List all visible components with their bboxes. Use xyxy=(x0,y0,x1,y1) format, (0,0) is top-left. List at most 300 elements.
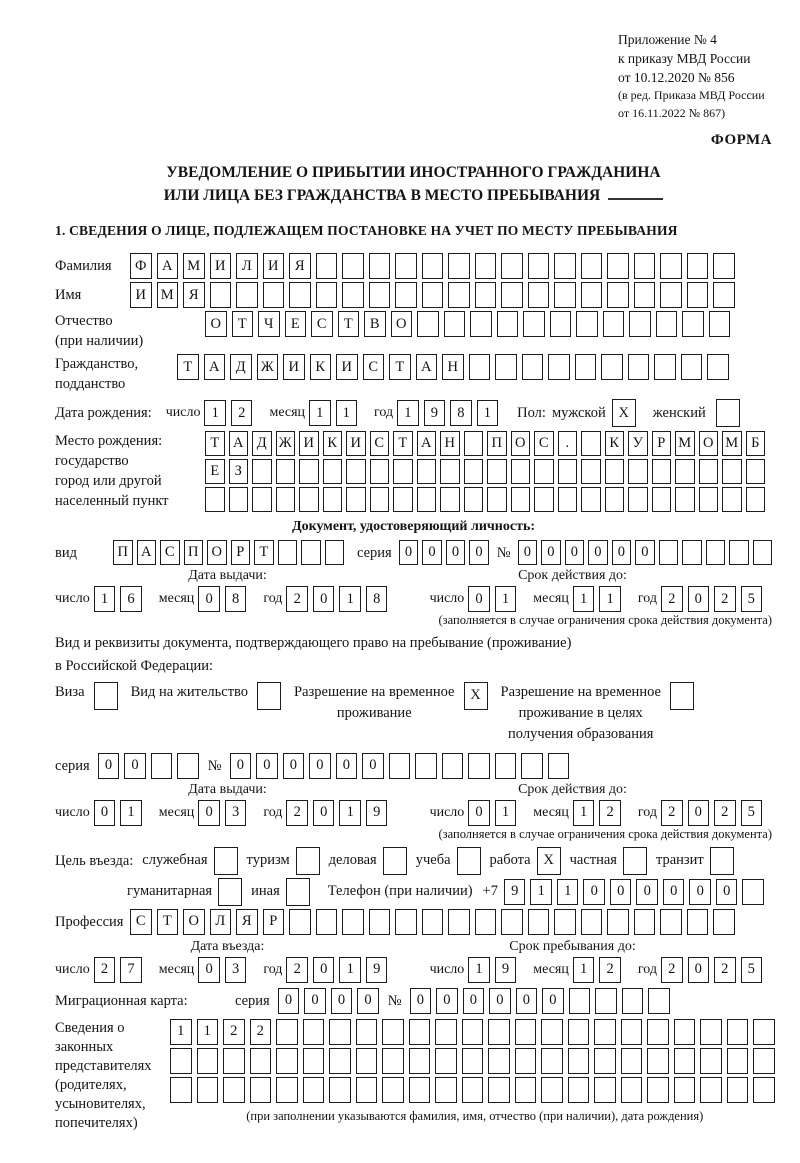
char-cell[interactable]: 1 xyxy=(339,957,361,983)
char-cell[interactable]: А xyxy=(416,354,438,380)
char-cell[interactable] xyxy=(417,487,437,512)
char-cell[interactable] xyxy=(497,311,519,337)
char-cell[interactable] xyxy=(462,1077,484,1103)
char-cell[interactable]: 2 xyxy=(714,586,736,612)
char-cell[interactable]: 1 xyxy=(573,800,595,826)
char-cell[interactable] xyxy=(370,459,390,484)
char-cell[interactable]: Б xyxy=(746,431,766,456)
char-cell[interactable] xyxy=(511,487,531,512)
char-cell[interactable]: 0 xyxy=(635,540,655,565)
char-cell[interactable]: О xyxy=(207,540,227,565)
char-cell[interactable] xyxy=(205,487,225,512)
char-cell[interactable] xyxy=(301,540,321,565)
char-cell[interactable]: 2 xyxy=(94,957,116,983)
char-cell[interactable] xyxy=(303,1048,325,1074)
char-cell[interactable] xyxy=(548,354,570,380)
char-cell[interactable]: Т xyxy=(389,354,411,380)
char-cell[interactable] xyxy=(501,282,523,308)
char-cell[interactable] xyxy=(660,282,682,308)
char-cell[interactable] xyxy=(389,753,411,779)
char-cell[interactable]: Т xyxy=(393,431,413,456)
char-cell[interactable]: 1 xyxy=(204,400,226,426)
char-cell[interactable]: 1 xyxy=(339,800,361,826)
char-cell[interactable] xyxy=(687,282,709,308)
char-cell[interactable]: Р xyxy=(263,909,285,935)
char-cell[interactable]: 2 xyxy=(286,957,308,983)
purpose-option-checkbox[interactable] xyxy=(623,847,647,875)
char-cell[interactable] xyxy=(648,988,670,1014)
char-cell[interactable] xyxy=(395,282,417,308)
char-cell[interactable] xyxy=(475,282,497,308)
char-cell[interactable] xyxy=(276,1019,298,1045)
char-cell[interactable]: 2 xyxy=(714,957,736,983)
char-cell[interactable] xyxy=(707,354,729,380)
char-cell[interactable] xyxy=(417,311,439,337)
char-cell[interactable] xyxy=(151,753,173,779)
char-cell[interactable]: Д xyxy=(252,431,272,456)
char-cell[interactable] xyxy=(647,1048,669,1074)
char-cell[interactable] xyxy=(742,879,764,905)
char-cell[interactable] xyxy=(709,311,731,337)
char-cell[interactable] xyxy=(687,253,709,279)
char-cell[interactable]: С xyxy=(370,431,390,456)
char-cell[interactable] xyxy=(316,282,338,308)
char-cell[interactable]: Р xyxy=(652,431,672,456)
char-cell[interactable]: У xyxy=(628,431,648,456)
char-cell[interactable] xyxy=(464,459,484,484)
char-cell[interactable]: 0 xyxy=(565,540,585,565)
char-cell[interactable] xyxy=(675,459,695,484)
char-cell[interactable]: О xyxy=(183,909,205,935)
purpose-option-checkbox[interactable] xyxy=(214,847,238,875)
char-cell[interactable] xyxy=(528,282,550,308)
char-cell[interactable] xyxy=(569,988,591,1014)
char-cell[interactable] xyxy=(395,253,417,279)
char-cell[interactable] xyxy=(558,487,578,512)
char-cell[interactable] xyxy=(462,1019,484,1045)
char-cell[interactable]: 0 xyxy=(468,800,490,826)
char-cell[interactable]: 0 xyxy=(446,540,466,565)
char-cell[interactable]: 5 xyxy=(741,957,763,983)
char-cell[interactable]: Н xyxy=(440,431,460,456)
char-cell[interactable] xyxy=(622,988,644,1014)
char-cell[interactable] xyxy=(487,487,507,512)
char-cell[interactable] xyxy=(729,540,749,565)
char-cell[interactable]: С xyxy=(363,354,385,380)
char-cell[interactable] xyxy=(470,311,492,337)
char-cell[interactable]: 1 xyxy=(309,400,331,426)
char-cell[interactable]: 1 xyxy=(495,800,517,826)
purpose-option-checkbox[interactable] xyxy=(710,847,734,875)
char-cell[interactable] xyxy=(652,459,672,484)
char-cell[interactable] xyxy=(229,487,249,512)
char-cell[interactable]: 1 xyxy=(197,1019,219,1045)
char-cell[interactable]: И xyxy=(210,253,232,279)
char-cell[interactable] xyxy=(263,282,285,308)
char-cell[interactable] xyxy=(700,1077,722,1103)
char-cell[interactable] xyxy=(727,1019,749,1045)
char-cell[interactable] xyxy=(316,909,338,935)
char-cell[interactable] xyxy=(700,1019,722,1045)
char-cell[interactable] xyxy=(276,1048,298,1074)
char-cell[interactable]: 0 xyxy=(541,540,561,565)
char-cell[interactable] xyxy=(541,1077,563,1103)
char-cell[interactable] xyxy=(605,487,625,512)
char-cell[interactable] xyxy=(342,282,364,308)
char-cell[interactable]: 9 xyxy=(495,957,517,983)
char-cell[interactable]: Р xyxy=(231,540,251,565)
char-cell[interactable] xyxy=(422,909,444,935)
char-cell[interactable]: 0 xyxy=(198,586,220,612)
char-cell[interactable] xyxy=(197,1077,219,1103)
char-cell[interactable]: И xyxy=(283,354,305,380)
char-cell[interactable]: С xyxy=(160,540,180,565)
char-cell[interactable]: И xyxy=(130,282,152,308)
char-cell[interactable] xyxy=(603,311,625,337)
char-cell[interactable]: 2 xyxy=(661,957,683,983)
char-cell[interactable] xyxy=(356,1048,378,1074)
char-cell[interactable]: 2 xyxy=(714,800,736,826)
char-cell[interactable] xyxy=(329,1019,351,1045)
char-cell[interactable]: 8 xyxy=(225,586,247,612)
char-cell[interactable] xyxy=(475,253,497,279)
char-cell[interactable]: 0 xyxy=(230,753,252,779)
char-cell[interactable] xyxy=(581,909,603,935)
char-cell[interactable] xyxy=(299,487,319,512)
char-cell[interactable]: 1 xyxy=(573,586,595,612)
char-cell[interactable] xyxy=(464,431,484,456)
char-cell[interactable] xyxy=(674,1048,696,1074)
char-cell[interactable] xyxy=(727,1077,749,1103)
char-cell[interactable]: 6 xyxy=(120,586,142,612)
char-cell[interactable]: 0 xyxy=(124,753,146,779)
char-cell[interactable] xyxy=(442,753,464,779)
char-cell[interactable] xyxy=(223,1048,245,1074)
char-cell[interactable]: Я xyxy=(236,909,258,935)
char-cell[interactable]: К xyxy=(323,431,343,456)
char-cell[interactable]: 1 xyxy=(120,800,142,826)
char-cell[interactable]: 0 xyxy=(489,988,511,1014)
char-cell[interactable]: 0 xyxy=(336,753,358,779)
char-cell[interactable]: . xyxy=(558,431,578,456)
char-cell[interactable] xyxy=(382,1048,404,1074)
char-cell[interactable]: Д xyxy=(230,354,252,380)
char-cell[interactable] xyxy=(601,354,623,380)
char-cell[interactable] xyxy=(674,1019,696,1045)
char-cell[interactable] xyxy=(488,1077,510,1103)
char-cell[interactable]: 0 xyxy=(278,988,300,1014)
char-cell[interactable] xyxy=(634,282,656,308)
char-cell[interactable]: 0 xyxy=(688,800,710,826)
char-cell[interactable] xyxy=(393,459,413,484)
char-cell[interactable] xyxy=(342,253,364,279)
char-cell[interactable]: Н xyxy=(442,354,464,380)
char-cell[interactable] xyxy=(753,1048,775,1074)
char-cell[interactable] xyxy=(356,1019,378,1045)
char-cell[interactable] xyxy=(323,487,343,512)
char-cell[interactable] xyxy=(568,1019,590,1045)
char-cell[interactable] xyxy=(541,1019,563,1045)
char-cell[interactable] xyxy=(713,909,735,935)
char-cell[interactable] xyxy=(634,909,656,935)
char-cell[interactable]: 5 xyxy=(741,586,763,612)
char-cell[interactable]: 1 xyxy=(599,586,621,612)
char-cell[interactable]: 1 xyxy=(397,400,419,426)
char-cell[interactable] xyxy=(444,311,466,337)
char-cell[interactable]: О xyxy=(205,311,227,337)
char-cell[interactable] xyxy=(303,1077,325,1103)
char-cell[interactable] xyxy=(621,1019,643,1045)
char-cell[interactable]: А xyxy=(157,253,179,279)
char-cell[interactable]: 1 xyxy=(339,586,361,612)
char-cell[interactable]: 1 xyxy=(477,400,499,426)
char-cell[interactable] xyxy=(316,253,338,279)
char-cell[interactable] xyxy=(487,459,507,484)
char-cell[interactable]: Т xyxy=(157,909,179,935)
char-cell[interactable] xyxy=(575,354,597,380)
char-cell[interactable]: 2 xyxy=(250,1019,272,1045)
char-cell[interactable]: 9 xyxy=(424,400,446,426)
char-cell[interactable]: М xyxy=(183,253,205,279)
char-cell[interactable] xyxy=(753,1077,775,1103)
char-cell[interactable] xyxy=(170,1077,192,1103)
char-cell[interactable]: 1 xyxy=(336,400,358,426)
char-cell[interactable]: Е xyxy=(285,311,307,337)
char-cell[interactable] xyxy=(409,1019,431,1045)
char-cell[interactable] xyxy=(210,282,232,308)
char-cell[interactable] xyxy=(382,1019,404,1045)
char-cell[interactable]: Л xyxy=(236,253,258,279)
char-cell[interactable] xyxy=(621,1048,643,1074)
char-cell[interactable]: 0 xyxy=(362,753,384,779)
char-cell[interactable]: А xyxy=(204,354,226,380)
char-cell[interactable] xyxy=(727,1048,749,1074)
char-cell[interactable]: 3 xyxy=(225,800,247,826)
char-cell[interactable] xyxy=(568,1048,590,1074)
char-cell[interactable] xyxy=(223,1077,245,1103)
char-cell[interactable] xyxy=(501,253,523,279)
char-cell[interactable] xyxy=(417,459,437,484)
purpose-option-checkbox[interactable] xyxy=(218,878,242,906)
char-cell[interactable]: 8 xyxy=(366,586,388,612)
char-cell[interactable]: К xyxy=(605,431,625,456)
char-cell[interactable] xyxy=(607,282,629,308)
char-cell[interactable] xyxy=(276,459,296,484)
char-cell[interactable]: 0 xyxy=(283,753,305,779)
char-cell[interactable]: 0 xyxy=(94,800,116,826)
char-cell[interactable]: 0 xyxy=(689,879,711,905)
char-cell[interactable] xyxy=(534,459,554,484)
char-cell[interactable] xyxy=(515,1019,537,1045)
char-cell[interactable] xyxy=(722,459,742,484)
char-cell[interactable]: Т xyxy=(232,311,254,337)
char-cell[interactable] xyxy=(515,1048,537,1074)
char-cell[interactable]: 0 xyxy=(198,957,220,983)
char-cell[interactable]: Т xyxy=(177,354,199,380)
char-cell[interactable]: М xyxy=(675,431,695,456)
char-cell[interactable]: 0 xyxy=(309,753,331,779)
char-cell[interactable]: П xyxy=(113,540,133,565)
char-cell[interactable] xyxy=(303,1019,325,1045)
char-cell[interactable]: 8 xyxy=(450,400,472,426)
char-cell[interactable]: 0 xyxy=(688,957,710,983)
char-cell[interactable] xyxy=(475,909,497,935)
char-cell[interactable] xyxy=(422,253,444,279)
char-cell[interactable]: 0 xyxy=(583,879,605,905)
char-cell[interactable]: 7 xyxy=(120,957,142,983)
char-cell[interactable]: 0 xyxy=(98,753,120,779)
char-cell[interactable]: 1 xyxy=(530,879,552,905)
char-cell[interactable] xyxy=(395,909,417,935)
char-cell[interactable] xyxy=(435,1048,457,1074)
char-cell[interactable] xyxy=(746,487,766,512)
char-cell[interactable] xyxy=(356,1077,378,1103)
char-cell[interactable] xyxy=(299,459,319,484)
char-cell[interactable]: 0 xyxy=(313,957,335,983)
char-cell[interactable]: И xyxy=(346,431,366,456)
char-cell[interactable] xyxy=(753,540,773,565)
char-cell[interactable] xyxy=(713,282,735,308)
char-cell[interactable] xyxy=(660,253,682,279)
char-cell[interactable] xyxy=(652,487,672,512)
char-cell[interactable] xyxy=(558,459,578,484)
char-cell[interactable] xyxy=(594,1048,616,1074)
char-cell[interactable] xyxy=(488,1019,510,1045)
char-cell[interactable] xyxy=(440,487,460,512)
char-cell[interactable] xyxy=(687,909,709,935)
char-cell[interactable]: Ч xyxy=(258,311,280,337)
char-cell[interactable] xyxy=(278,540,298,565)
char-cell[interactable] xyxy=(682,540,702,565)
char-cell[interactable] xyxy=(422,282,444,308)
char-cell[interactable] xyxy=(647,1077,669,1103)
char-cell[interactable] xyxy=(554,909,576,935)
char-cell[interactable] xyxy=(746,459,766,484)
char-cell[interactable] xyxy=(628,459,648,484)
char-cell[interactable] xyxy=(415,753,437,779)
char-cell[interactable]: 0 xyxy=(463,988,485,1014)
char-cell[interactable] xyxy=(675,487,695,512)
char-cell[interactable] xyxy=(197,1048,219,1074)
char-cell[interactable] xyxy=(523,311,545,337)
char-cell[interactable] xyxy=(488,1048,510,1074)
purpose-option-checkbox[interactable] xyxy=(383,847,407,875)
char-cell[interactable] xyxy=(468,753,490,779)
char-cell[interactable]: О xyxy=(511,431,531,456)
char-cell[interactable] xyxy=(469,354,491,380)
char-cell[interactable]: Ф xyxy=(130,253,152,279)
char-cell[interactable]: 0 xyxy=(612,540,632,565)
char-cell[interactable]: 0 xyxy=(518,540,538,565)
char-cell[interactable]: 0 xyxy=(399,540,419,565)
char-cell[interactable] xyxy=(568,1077,590,1103)
char-cell[interactable] xyxy=(656,311,678,337)
char-cell[interactable] xyxy=(647,1019,669,1045)
char-cell[interactable]: Я xyxy=(289,253,311,279)
temp-permit-checkbox[interactable]: X xyxy=(464,682,488,710)
char-cell[interactable]: А xyxy=(417,431,437,456)
char-cell[interactable]: 9 xyxy=(366,957,388,983)
char-cell[interactable]: С xyxy=(534,431,554,456)
char-cell[interactable]: О xyxy=(391,311,413,337)
char-cell[interactable] xyxy=(576,311,598,337)
char-cell[interactable]: 1 xyxy=(94,586,116,612)
char-cell[interactable] xyxy=(464,487,484,512)
char-cell[interactable] xyxy=(369,253,391,279)
char-cell[interactable]: 0 xyxy=(331,988,353,1014)
char-cell[interactable]: 0 xyxy=(468,586,490,612)
char-cell[interactable] xyxy=(511,459,531,484)
char-cell[interactable]: П xyxy=(487,431,507,456)
char-cell[interactable] xyxy=(435,1019,457,1045)
char-cell[interactable]: 2 xyxy=(599,800,621,826)
char-cell[interactable]: О xyxy=(699,431,719,456)
char-cell[interactable] xyxy=(699,459,719,484)
char-cell[interactable] xyxy=(660,909,682,935)
char-cell[interactable]: 0 xyxy=(410,988,432,1014)
char-cell[interactable] xyxy=(541,1048,563,1074)
char-cell[interactable]: 0 xyxy=(610,879,632,905)
char-cell[interactable]: И xyxy=(263,253,285,279)
char-cell[interactable] xyxy=(448,282,470,308)
char-cell[interactable]: Т xyxy=(205,431,225,456)
char-cell[interactable] xyxy=(276,1077,298,1103)
char-cell[interactable]: 1 xyxy=(495,586,517,612)
char-cell[interactable]: 2 xyxy=(286,800,308,826)
char-cell[interactable] xyxy=(629,311,651,337)
char-cell[interactable] xyxy=(289,282,311,308)
char-cell[interactable]: И xyxy=(336,354,358,380)
sex-male-checkbox[interactable]: X xyxy=(612,399,636,427)
char-cell[interactable] xyxy=(753,1019,775,1045)
char-cell[interactable]: 9 xyxy=(504,879,526,905)
char-cell[interactable]: К xyxy=(310,354,332,380)
char-cell[interactable]: А xyxy=(229,431,249,456)
char-cell[interactable]: П xyxy=(184,540,204,565)
char-cell[interactable]: 2 xyxy=(286,586,308,612)
char-cell[interactable] xyxy=(594,1077,616,1103)
char-cell[interactable]: 0 xyxy=(516,988,538,1014)
char-cell[interactable]: 0 xyxy=(636,879,658,905)
char-cell[interactable]: 0 xyxy=(313,586,335,612)
char-cell[interactable] xyxy=(581,459,601,484)
char-cell[interactable]: Е xyxy=(205,459,225,484)
char-cell[interactable] xyxy=(393,487,413,512)
char-cell[interactable] xyxy=(534,487,554,512)
char-cell[interactable] xyxy=(325,540,345,565)
purpose-option-checkbox[interactable] xyxy=(286,878,310,906)
char-cell[interactable]: С xyxy=(311,311,333,337)
char-cell[interactable]: 0 xyxy=(663,879,685,905)
char-cell[interactable] xyxy=(581,253,603,279)
char-cell[interactable]: А xyxy=(137,540,157,565)
char-cell[interactable]: И xyxy=(299,431,319,456)
char-cell[interactable] xyxy=(550,311,572,337)
purpose-option-checkbox[interactable]: X xyxy=(537,847,561,875)
char-cell[interactable] xyxy=(346,487,366,512)
char-cell[interactable] xyxy=(594,1019,616,1045)
char-cell[interactable]: 2 xyxy=(661,586,683,612)
char-cell[interactable] xyxy=(521,753,543,779)
char-cell[interactable] xyxy=(528,909,550,935)
char-cell[interactable] xyxy=(501,909,523,935)
char-cell[interactable] xyxy=(329,1048,351,1074)
char-cell[interactable] xyxy=(621,1077,643,1103)
char-cell[interactable] xyxy=(495,354,517,380)
char-cell[interactable] xyxy=(382,1077,404,1103)
char-cell[interactable] xyxy=(409,1048,431,1074)
char-cell[interactable] xyxy=(634,253,656,279)
